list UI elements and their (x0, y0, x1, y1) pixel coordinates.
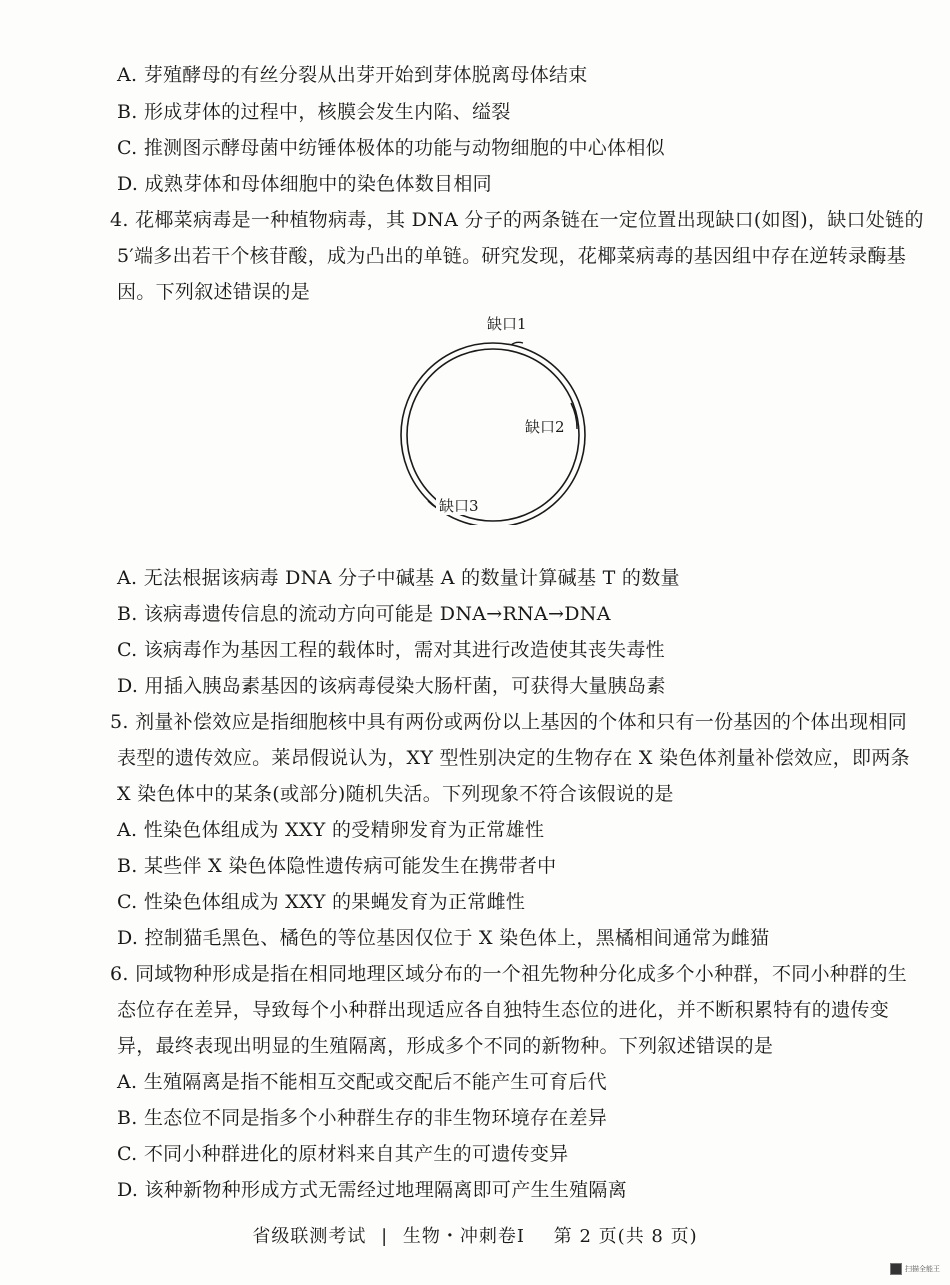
q6-stem-line-2: 态位存在差异，导致每个小种群出现适应各自独特生态位的进化，并不断积累特有的遗传变 (117, 999, 890, 1021)
q6-option-a: A. 生殖隔离是指不能相互交配或交配后不能产生可育后代 (117, 1071, 607, 1093)
footer-exam-name: 省级联测考试 (252, 1226, 367, 1247)
q4-stem-line-3: 因。下列叙述错误的是 (117, 281, 311, 303)
q3-option-b: B. 形成芽体的过程中，核膜会发生内陷、缢裂 (117, 101, 511, 123)
q5-stem-line-3: X 染色体中的某条(或部分)随机失活。下列现象不符合该假说的是 (117, 783, 674, 805)
q6-stem-line-1: 6. 同域物种形成是指在相同地理区域分布的一个祖先物种分化成多个小种群，不同小种群的生 (110, 963, 908, 985)
q4-option-c: C. 该病毒作为基因工程的载体时，需对其进行改造使其丧失毒性 (117, 639, 665, 661)
q5-option-c: C. 性染色体组成为 XXY 的果蝇发育为正常雌性 (117, 891, 526, 913)
footer-separator: | (381, 1226, 389, 1247)
q5-stem-line-1: 5. 剂量补偿效应是指细胞核中具有两份或两份以上基因的个体和只有一份基因的个体出现相同 (110, 711, 908, 733)
q6-option-b: B. 生态位不同是指多个小种群生存的非生物环境存在差异 (117, 1107, 608, 1129)
q4-option-d: D. 用插入胰岛素基因的该病毒侵染大肠杆菌，可获得大量胰岛素 (117, 675, 666, 697)
gap3-label: 缺口3 (439, 497, 479, 515)
q6-option-d: D. 该种新物种形成方式无需经过地理隔离即可产生生殖隔离 (117, 1179, 628, 1201)
gap1-label: 缺口1 (487, 315, 527, 333)
page-footer (0, 1222, 950, 1248)
q3-option-a: A. 芽殖酵母的有丝分裂从出芽开始到芽体脱离母体结束 (117, 64, 588, 86)
q4-stem-line-2: 5′端多出若干个核苷酸，成为凸出的单链。研究发现，花椰菜病毒的基因组中存在逆转录酶基 (117, 245, 907, 267)
footer-page-number: 第 2 页(共 8 页) (553, 1226, 698, 1247)
q3-option-c: C. 推测图示酵母菌中纺锤体极体的功能与动物细胞的中心体相似 (117, 137, 665, 159)
qr-code-icon (890, 1263, 902, 1275)
circular-dna-diagram (370, 305, 600, 525)
q6-option-c: C. 不同小种群进化的原材料来自其产生的可遗传变异 (117, 1143, 569, 1165)
scanner-watermark (890, 1262, 946, 1276)
q6-stem-line-3: 异，最终表现出明显的生殖隔离，形成多个不同的新物种。下列叙述错误的是 (117, 1035, 774, 1057)
q5-option-b: B. 某些伴 X 染色体隐性遗传病可能发生在携带者中 (117, 855, 557, 877)
footer-subject: 生物・冲刺卷Ⅰ (402, 1226, 526, 1247)
q3-option-d: D. 成熟芽体和母体细胞中的染色体数目相同 (117, 173, 492, 195)
scanner-watermark-text: 扫描全能王 (905, 1265, 940, 1273)
gap2-label: 缺口2 (525, 418, 565, 436)
q5-stem-line-2: 表型的遗传效应。莱昂假说认为，XY 型性别决定的生物存在 X 染色体剂量补偿效应，即两条 (117, 747, 910, 769)
q5-option-d: D. 控制猫毛黑色、橘色的等位基因仅位于 X 染色体上，黑橘相间通常为雌猫 (117, 927, 770, 949)
q4-option-b: B. 该病毒遗传信息的流动方向可能是 DNA→RNA→DNA (117, 603, 611, 625)
q4-stem-line-1: 4. 花椰菜病毒是一种植物病毒，其 DNA 分子的两条链在一定位置出现缺口(如图)，缺口处链的 (110, 209, 924, 231)
q4-option-a: A. 无法根据该病毒 DNA 分子中碱基 A 的数量计算碱基 T 的数量 (117, 567, 680, 589)
q5-option-a: A. 性染色体组成为 XXY 的受精卵发育为正常雄性 (117, 819, 545, 841)
